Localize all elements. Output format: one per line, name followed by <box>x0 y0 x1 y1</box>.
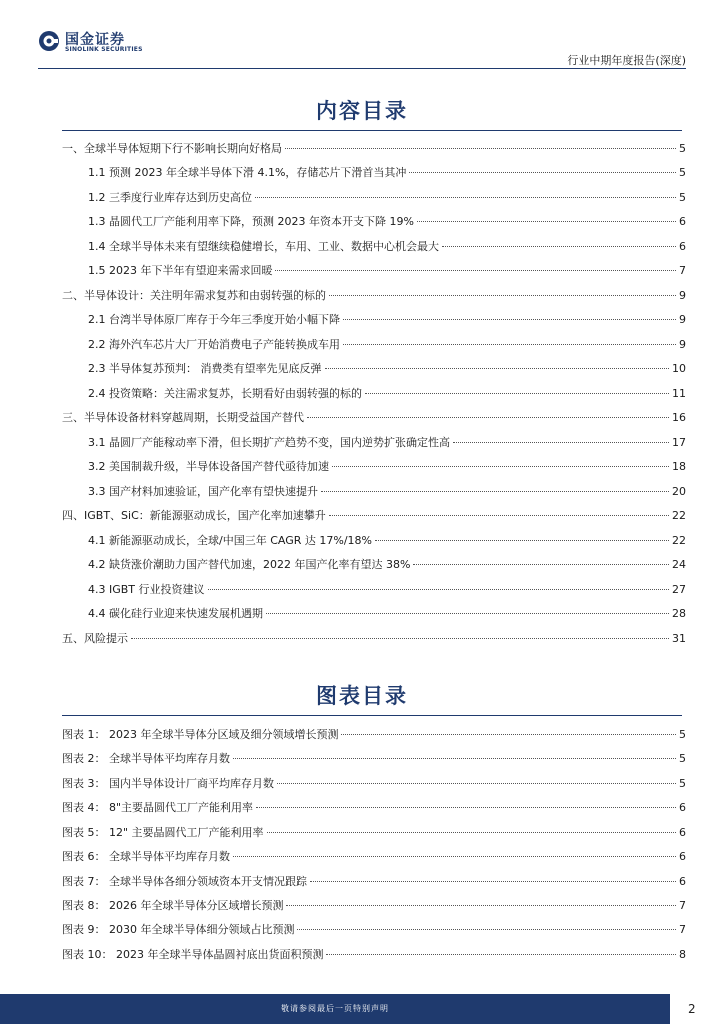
toc-entry[interactable] <box>88 436 686 450</box>
figure-entry-label: 图表 3： 国内半导体设计厂商平均库存月数 <box>62 777 274 790</box>
figure-entry[interactable] <box>62 752 686 766</box>
leader-dots <box>365 393 669 394</box>
page-header <box>0 0 724 70</box>
toc-entry[interactable] <box>88 166 686 180</box>
toc-entry-page: 9 <box>679 338 686 351</box>
leader-dots <box>409 172 676 173</box>
toc-entry-page: 9 <box>679 313 686 326</box>
figure-entry-label: 图表 10： 2023 年全球半导体晶圆衬底出货面积预测 <box>62 948 324 961</box>
toc-entry[interactable] <box>88 558 686 572</box>
leader-dots <box>326 954 676 955</box>
footer-bar <box>0 994 670 1024</box>
toc-entry-label: 2.4 投资策略：关注需求复苏，长期看好由弱转强的标的 <box>88 387 362 400</box>
toc-entry-label: 4.2 缺货涨价潮助力国产替代加速，2022 年国产化率有望达 38% <box>88 558 411 571</box>
figure-entry[interactable] <box>62 948 686 962</box>
toc-entry-label: 一、全球半导体短期下行不影响长期向好格局 <box>62 142 282 155</box>
toc-entry-page: 17 <box>672 436 686 449</box>
report-type-label: 行业中期年度报告(深度) <box>567 54 686 67</box>
figure-entry-page: 5 <box>679 728 686 741</box>
leader-dots <box>343 319 676 320</box>
header-divider <box>38 68 686 69</box>
toc-entry[interactable] <box>62 142 686 156</box>
figure-entry[interactable] <box>62 801 686 815</box>
toc-entry[interactable] <box>88 313 686 327</box>
disclaimer-notice: 敬请参阅最后一页特别声明 <box>281 1004 389 1013</box>
toc-entry-page: 5 <box>679 191 686 204</box>
leader-dots <box>453 442 669 443</box>
leader-dots <box>343 344 676 345</box>
leader-dots <box>332 466 669 467</box>
toc-title-divider <box>62 130 682 131</box>
toc-entry-page: 11 <box>672 387 686 400</box>
leader-dots <box>329 515 669 516</box>
figures-title: 图表目录 <box>316 684 408 708</box>
toc-entry[interactable] <box>88 485 686 499</box>
toc-entry[interactable] <box>88 362 686 376</box>
page-number: 2 <box>688 1002 696 1016</box>
toc-entry-label: 二、半导体设计：关注明年需求复苏和由弱转强的标的 <box>62 289 326 302</box>
toc-entry[interactable] <box>88 460 686 474</box>
leader-dots <box>233 758 676 759</box>
toc-title: 内容目录 <box>316 99 408 123</box>
figure-entry-page: 8 <box>679 948 686 961</box>
toc-entry-page: 5 <box>679 142 686 155</box>
leader-dots <box>256 807 676 808</box>
toc-entry[interactable] <box>88 240 686 254</box>
leader-dots <box>307 417 669 418</box>
toc-entry-page: 6 <box>679 240 686 253</box>
figure-entry-page: 7 <box>679 899 686 912</box>
figures-title-divider <box>62 715 682 716</box>
figure-entry-page: 5 <box>679 777 686 790</box>
toc-entry-label: 五、风险提示 <box>62 632 128 645</box>
figure-entry-label: 图表 2： 全球半导体平均库存月数 <box>62 752 230 765</box>
leader-dots <box>325 368 670 369</box>
figure-entry-label: 图表 1： 2023 年全球半导体分区域及细分领域增长预测 <box>62 728 339 741</box>
toc-entry-label: 4.3 IGBT 行业投资建议 <box>88 583 205 596</box>
leader-dots <box>131 638 669 639</box>
toc-entry-label: 1.3 晶圆代工厂产能利用率下降，预测 2023 年资本开支下降 19% <box>88 215 414 228</box>
leader-dots <box>321 491 669 492</box>
toc-entry-label: 1.4 全球半导体未来有望继续稳健增长，车用、工业、数据中心机会最大 <box>88 240 439 253</box>
toc-entry-label: 3.1 晶圆厂产能稼动率下滑，但长期扩产趋势不变，国内逆势扩张确定性高 <box>88 436 450 449</box>
leader-dots <box>266 613 669 614</box>
leader-dots <box>329 295 676 296</box>
leader-dots <box>310 881 676 882</box>
figure-entry-label: 图表 4： 8"主要晶圆代工厂产能利用率 <box>62 801 254 814</box>
toc-entry[interactable] <box>88 191 686 205</box>
toc-entry[interactable] <box>88 338 686 352</box>
leader-dots <box>275 270 676 271</box>
figure-entry[interactable] <box>62 728 686 742</box>
leader-dots <box>375 540 669 541</box>
figure-entry-page: 6 <box>679 875 686 888</box>
toc-entry[interactable] <box>88 607 686 621</box>
toc-entry[interactable] <box>88 264 686 278</box>
figure-entry[interactable] <box>62 875 686 889</box>
leader-dots <box>297 929 676 930</box>
toc-entry-label: 四、IGBT、SiC：新能源驱动成长，国产化率加速攀升 <box>62 509 326 522</box>
figure-entry-label: 图表 6： 全球半导体平均库存月数 <box>62 850 230 863</box>
leader-dots <box>233 856 676 857</box>
toc-entry-label: 2.1 台湾半导体原厂库存于今年三季度开始小幅下降 <box>88 313 340 326</box>
leader-dots <box>255 197 676 198</box>
toc-entry[interactable] <box>62 289 686 303</box>
figure-entry[interactable] <box>62 826 686 840</box>
toc-entry-page: 6 <box>679 215 686 228</box>
sinolink-logo-icon <box>38 30 60 52</box>
toc-entry-page: 9 <box>679 289 686 302</box>
toc-entry-label: 1.5 2023 年下半年有望迎来需求回暖 <box>88 264 273 277</box>
toc-entry[interactable] <box>88 583 686 597</box>
toc-entry-label: 2.2 海外汽车芯片大厂开始消费电子产能转换成车用 <box>88 338 340 351</box>
toc-entry-page: 31 <box>672 632 686 645</box>
toc-entry-label: 3.2 美国制裁升级，半导体设备国产替代亟待加速 <box>88 460 329 473</box>
toc-entry-label: 1.1 预测 2023 年全球半导体下滑 4.1%，存储芯片下滑首当其冲 <box>88 166 407 179</box>
leader-dots <box>208 589 669 590</box>
toc-entry[interactable] <box>88 387 686 401</box>
toc-entry[interactable] <box>88 534 686 548</box>
leader-dots <box>277 783 676 784</box>
company-logo <box>38 28 142 56</box>
figure-entry-label: 图表 7： 全球半导体各细分领域资本开支情况跟踪 <box>62 875 307 888</box>
figure-entry[interactable] <box>62 899 686 913</box>
toc-entry-page: 22 <box>672 509 686 522</box>
toc-entry-label: 4.4 碳化硅行业迎来快速发展机遇期 <box>88 607 263 620</box>
figure-entry-label: 图表 9： 2030 年全球半导体细分领域占比预测 <box>62 923 295 936</box>
toc-entry-label: 三、半导体设备材料穿越周期，长期受益国产替代 <box>62 411 304 424</box>
toc-entry[interactable] <box>62 509 686 523</box>
figure-entry-page: 6 <box>679 801 686 814</box>
toc-entry-page: 27 <box>672 583 686 596</box>
leader-dots <box>417 221 676 222</box>
toc-entry-page: 5 <box>679 166 686 179</box>
figure-entry-page: 6 <box>679 826 686 839</box>
figure-entry-label: 图表 5： 12" 主要晶圆代工厂产能利用率 <box>62 826 264 839</box>
toc-entry-page: 28 <box>672 607 686 620</box>
figure-entry-page: 6 <box>679 850 686 863</box>
leader-dots <box>286 905 676 906</box>
toc-entry-page: 20 <box>672 485 686 498</box>
figure-entry-page: 5 <box>679 752 686 765</box>
toc-entry-page: 22 <box>672 534 686 547</box>
leader-dots <box>413 564 669 565</box>
figure-entry-page: 7 <box>679 923 686 936</box>
logo-english-name: SINOLINK SECURITIES <box>65 46 143 53</box>
figure-entry[interactable] <box>62 850 686 864</box>
figure-entry[interactable] <box>62 777 686 791</box>
figure-entry[interactable] <box>62 923 686 937</box>
figure-entry-label: 图表 8： 2026 年全球半导体分区域增长预测 <box>62 899 284 912</box>
toc-entry[interactable] <box>62 411 686 425</box>
toc-entry-label: 4.1 新能源驱动成长，全球/中国三年 CAGR 达 17%/18% <box>88 534 372 547</box>
toc-entry[interactable] <box>88 215 686 229</box>
toc-entry[interactable] <box>62 632 686 646</box>
leader-dots <box>267 832 676 833</box>
leader-dots <box>442 246 676 247</box>
toc-entry-page: 10 <box>672 362 686 375</box>
leader-dots <box>285 148 676 149</box>
toc-entry-page: 16 <box>672 411 686 424</box>
leader-dots <box>341 734 676 735</box>
toc-entry-page: 18 <box>672 460 686 473</box>
toc-entry-label: 1.2 三季度行业库存达到历史高位 <box>88 191 252 204</box>
toc-entry-label: 3.3 国产材料加速验证，国产化率有望快速提升 <box>88 485 318 498</box>
toc-entry-page: 7 <box>679 264 686 277</box>
logo-chinese-name: 国金证券 <box>65 32 125 48</box>
toc-entry-page: 24 <box>672 558 686 571</box>
page-footer <box>0 994 724 1024</box>
toc-entry-label: 2.3 半导体复苏预判： 消费类有望率先见底反弹 <box>88 362 322 375</box>
